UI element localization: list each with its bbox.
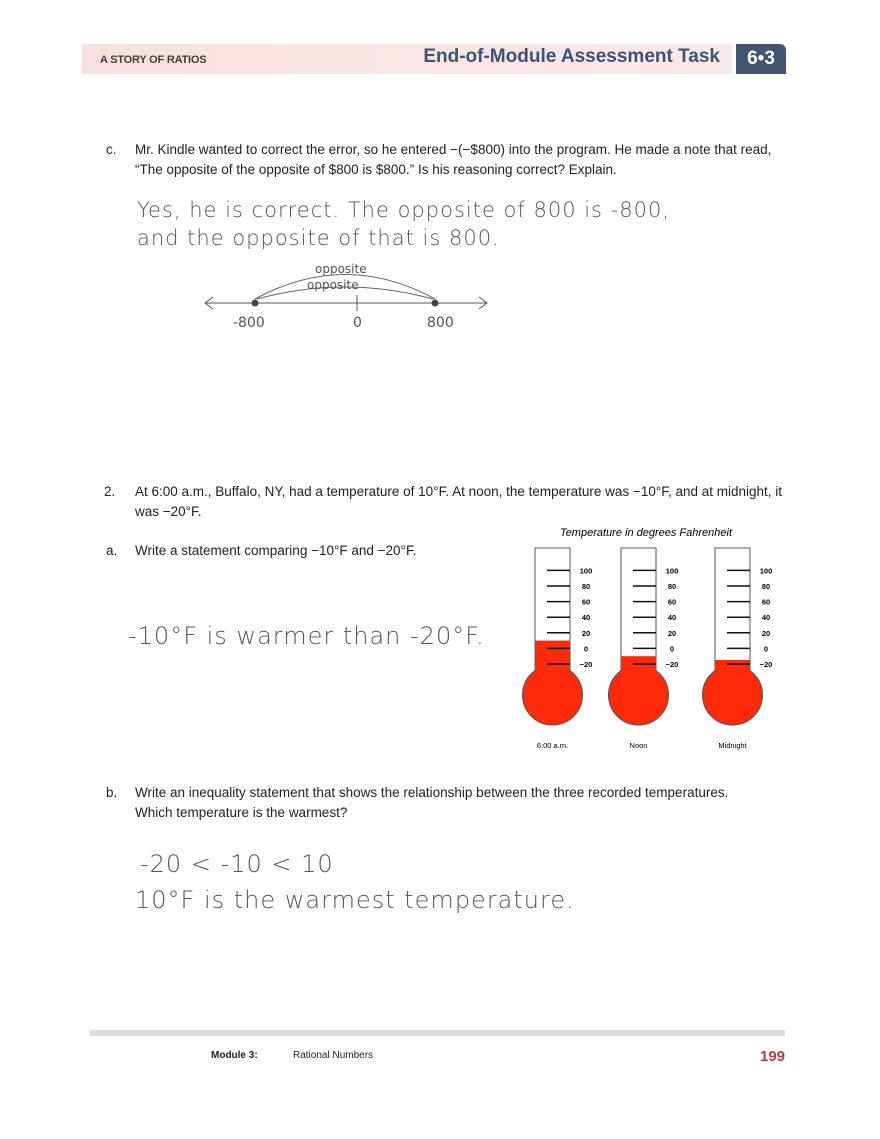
tick-label: 100: [579, 566, 593, 576]
tick-label: 0: [583, 644, 589, 654]
page-title: End-of-Module Assessment Task: [423, 46, 720, 67]
thermometer-tube: [621, 548, 656, 670]
q2a-label: a.: [106, 543, 118, 558]
q1c-text: Mr. Kindle wanted to correct the error, so he entered −(−$800) into the program. He made a note that read, “The opposite of the opposite of $800 is $800.” Is his reasoning correct? Explain.: [135, 142, 772, 177]
tick-label: 100: [665, 566, 679, 576]
footer-module-name: Rational Numbers: [293, 1050, 374, 1061]
tick-label: 60: [667, 597, 677, 607]
arc-label-bottom: opposite: [307, 278, 359, 292]
page-number: 199: [760, 1048, 786, 1065]
q1c-label: c.: [106, 142, 117, 157]
chart-title: Temperature in degrees Fahrenheit: [559, 527, 733, 539]
tick-label: 40: [761, 613, 771, 623]
q2b-text: Write an inequality statement that shows the relationship between the three recorded temperatures. Which temperature is the warmest?: [135, 785, 729, 820]
q2a-answer: -10°F is warmer than -20°F.: [128, 622, 485, 650]
thermometer-neck: [622, 660, 656, 680]
q2-label: 2.: [104, 484, 116, 499]
tick-label: 20: [667, 628, 677, 638]
q2a-text: Write a statement comparing −10°F and −20°F.: [135, 543, 417, 558]
tick-label: 20: [581, 628, 591, 638]
tick-label: 80: [761, 582, 771, 591]
q2b-label: b.: [106, 785, 118, 800]
point-neg800: [252, 300, 259, 307]
nl-label-0: 0: [353, 315, 362, 331]
tick-label: 20: [761, 628, 771, 638]
tick-label: −20: [665, 660, 679, 669]
tick-label: −20: [579, 660, 593, 669]
thermometer-label: 6:00 a.m.: [536, 741, 569, 750]
thermometer-label: Noon: [629, 741, 648, 750]
q1c-answer-line2: and the opposite of that is 800.: [137, 226, 500, 250]
thermometer-neck: [536, 660, 570, 680]
grade-module-badge: 6•3: [736, 44, 786, 74]
q2b-answer-line2: 10°F is the warmest temperature.: [135, 886, 575, 914]
q1c-answer-line1: Yes, he is correct. The opposite of 800 is -800,: [137, 198, 671, 222]
tick-label: 40: [667, 613, 677, 623]
tick-label: 0: [763, 644, 769, 654]
tick-label: 60: [581, 597, 591, 607]
tick-label: −20: [759, 660, 773, 669]
thermometer-chart: [500, 520, 790, 760]
tick-label: 60: [761, 597, 771, 607]
q2b-answer-line1: -20 < -10 < 10: [140, 850, 334, 878]
q2-text: At 6:00 a.m., Buffalo, NY, had a temperature of 10°F. At noon, the temperature was −10°F, and at midnight, it was −20°F.: [135, 484, 783, 519]
nl-label-neg800: -800: [233, 315, 265, 331]
tick-label: 0: [669, 644, 675, 654]
tick-label: 80: [667, 582, 677, 591]
arc-label-top: opposite: [315, 262, 367, 276]
nl-label-800: 800: [427, 315, 454, 331]
thermometer-tube: [715, 548, 750, 670]
number-line: [195, 255, 505, 335]
point-800: [432, 300, 439, 307]
tick-label: 40: [581, 613, 591, 623]
footer-divider: [90, 1030, 785, 1036]
footer-module: Module 3:: [211, 1050, 258, 1061]
thermometer-neck: [716, 660, 750, 680]
series-name: A STORY OF RATIOS: [100, 54, 207, 66]
thermometer-label: Midnight: [718, 741, 747, 750]
tick-label: 100: [759, 566, 773, 576]
tick-label: 80: [581, 582, 591, 591]
